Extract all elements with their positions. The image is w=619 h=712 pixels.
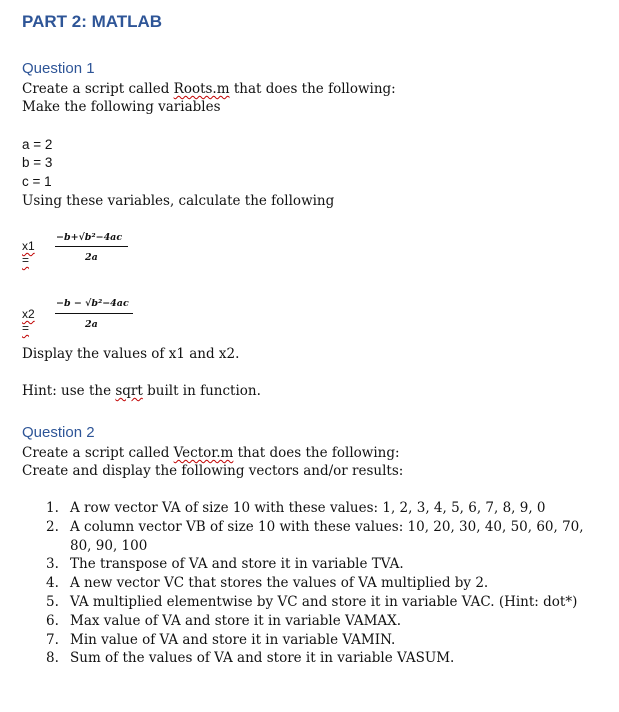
list-item	[46, 593, 606, 612]
list-item	[46, 649, 606, 668]
q1-display-line: Display the values of x1 and x2.	[22, 346, 240, 362]
var-a: a = 2	[22, 137, 53, 152]
question-2-heading: Question 2	[22, 424, 95, 441]
list-item	[46, 612, 606, 631]
x1-label: x1 =	[22, 239, 35, 267]
q2-create-line: Create and display the following vectors and/or results:	[22, 463, 404, 479]
list-item	[46, 518, 606, 556]
list-item	[46, 574, 606, 593]
q1-hint-prefix: Hint: use the	[22, 383, 116, 399]
list-item-number: 1.	[46, 500, 59, 516]
list-item-number: 3.	[46, 556, 59, 573]
q1-line1-suffix: that does the following:	[229, 81, 396, 97]
q2-line1-prefix: Create a script called	[22, 445, 174, 461]
q1-using-line: Using these variables, calculate the following	[22, 193, 335, 209]
q1-hint-sqrt: sqrt	[115, 383, 143, 399]
x1-denominator: 2a	[85, 252, 98, 263]
q2-line1-suffix: that does the following:	[233, 445, 400, 461]
list-item-number: 2.	[46, 518, 59, 535]
list-item-text: Max value of VA and store it in variable VAMAX.	[70, 612, 402, 629]
list-item-text: VA multiplied elementwise by VC and store it in variable VAC. (Hint: dot*)	[70, 593, 578, 610]
q1-line1-prefix: Create a script called	[22, 81, 174, 97]
q2-instruction-line	[22, 445, 400, 461]
x1-numerator: −b+√b²−4ac	[56, 232, 123, 243]
q1-script-filename: Roots.m	[173, 81, 230, 97]
list-item-number: 5.	[46, 593, 59, 610]
x2-numerator: −b − √b²−4ac	[56, 298, 129, 309]
list-item-text: Sum of the values of VA and store it in variable VASUM.	[70, 650, 455, 667]
list-item-number: 7.	[46, 631, 59, 648]
q1-instruction-line	[22, 81, 396, 97]
q1-hint-line	[22, 383, 261, 399]
list-item	[46, 631, 606, 650]
q2-task-list	[46, 499, 606, 668]
q1-variables-intro: Make the following variables	[22, 99, 221, 115]
list-item	[46, 555, 606, 574]
x2-fraction-bar	[55, 313, 133, 314]
list-item-number: 6.	[46, 612, 59, 629]
part-title: PART 2: MATLAB	[22, 12, 163, 31]
x1-fraction-bar	[55, 246, 128, 247]
x2-label: x2 =	[22, 307, 35, 335]
list-item-number: 4.	[46, 575, 59, 592]
q1-hint-suffix: built in function.	[142, 383, 261, 399]
list-item-text: The transpose of VA and store it in variable TVA.	[70, 556, 404, 573]
list-item-number: 8.	[46, 650, 59, 667]
list-item-text: Min value of VA and store it in variable VAMIN.	[70, 631, 396, 648]
var-c: c = 1	[22, 174, 52, 189]
list-item-text: A new vector VC that stores the values of VA multiplied by 2.	[70, 575, 489, 592]
list-item-text: A row vector VA of size 10 with these values: 1, 2, 3, 4, 5, 6, 7, 8, 9, 0	[70, 500, 546, 516]
list-item-text: A column vector VB of size 10 with these values: 10, 20, 30, 40, 50, 60, 70, 80, 90, 100	[70, 518, 584, 554]
x2-denominator: 2a	[85, 319, 98, 330]
var-b: b = 3	[22, 155, 53, 170]
question-1-heading: Question 1	[22, 60, 95, 77]
q2-script-filename: Vector.m	[173, 445, 234, 461]
list-item	[46, 499, 606, 518]
